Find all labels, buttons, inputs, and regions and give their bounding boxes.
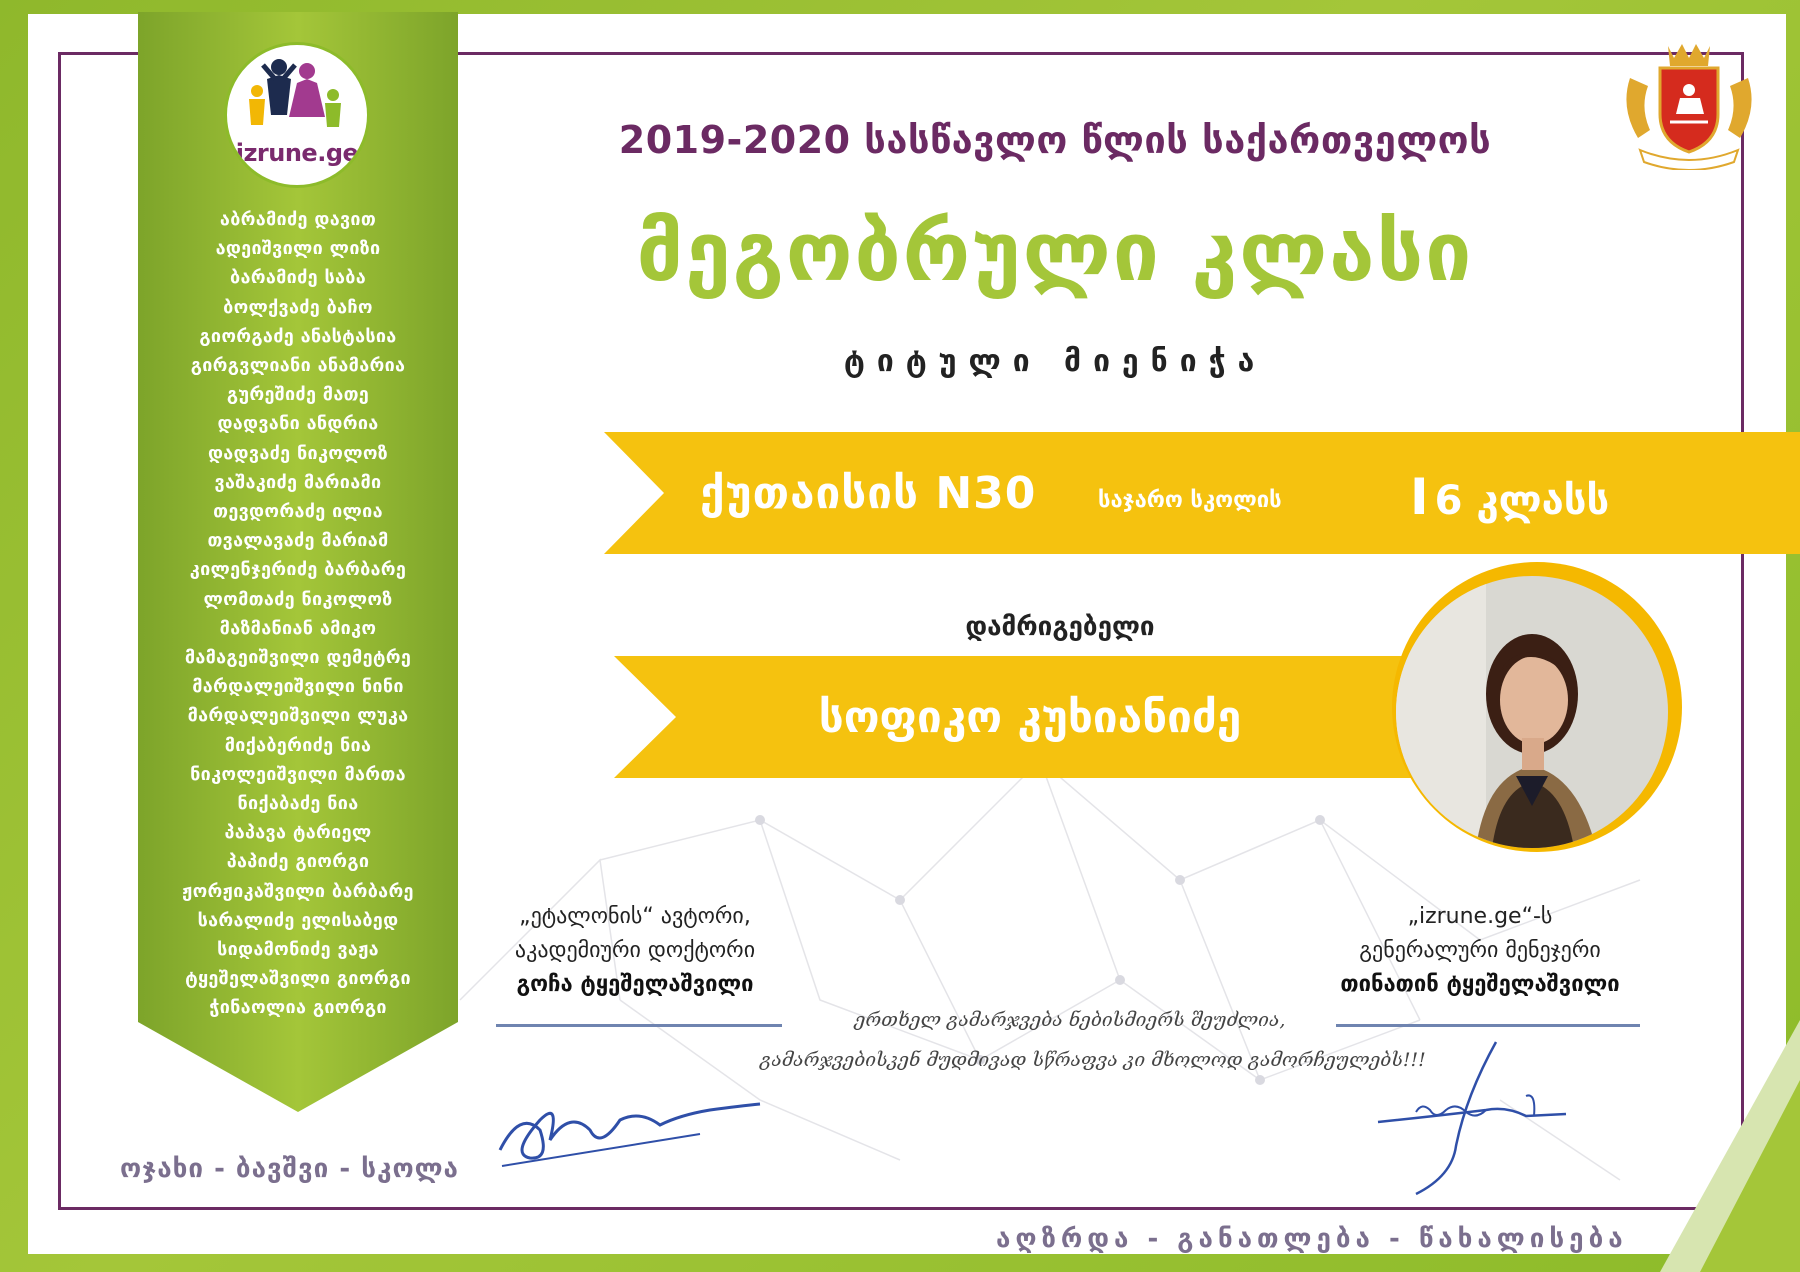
- student-name: ნიკოლეიშვილი მართა: [190, 763, 406, 785]
- student-name: პაპავა ტარიელ: [224, 822, 372, 844]
- student-name: აბრამიძე დავით: [219, 209, 377, 230]
- school-name: ქუთაისის N30: [700, 468, 1037, 519]
- student-name: ნიქაბაძე ნია: [237, 793, 359, 815]
- student-name: დადვაძე ნიკოლოზ: [207, 442, 389, 464]
- student-name: თვალავაძე მარიამ: [207, 530, 389, 552]
- student-name: სიდამონიძე ვაჟა: [217, 939, 379, 961]
- student-name: პაპიძე გიორგი: [226, 851, 370, 873]
- student-name: ჭინაოლია გიორგი: [209, 997, 387, 1019]
- student-name: ჟორჟიკაშვილი ბარბარე: [182, 880, 414, 902]
- signature-left: [470, 900, 800, 1002]
- quote-line1: ერთხელ გამარჯვება ნებისმიერს შეუძლია,: [854, 1009, 1286, 1031]
- signature-right: [1310, 900, 1650, 1002]
- student-name: თევდორაძე ილია: [213, 501, 383, 523]
- school-type: საჯარო სკოლის: [1098, 488, 1282, 513]
- student-name: გიორგაძე ანასტასია: [199, 325, 397, 347]
- student-name: ლომთაძე ნიკოლოზ: [203, 588, 393, 610]
- class-bar: I: [1410, 468, 1429, 526]
- student-name: ადეიშვილი ლიზი: [215, 238, 381, 260]
- student-name: ბარამიძე საბა: [230, 267, 366, 289]
- teacher-name: სოფიკო კუხიანიძე: [818, 692, 1242, 743]
- student-name: მამაგეიშვილი დემეტრე: [184, 647, 412, 669]
- student-name: ვაშაკიძე მარიამი: [214, 471, 382, 493]
- student-name: ტყეშელაშვილი გიორგი: [185, 968, 411, 990]
- student-name: მარდალეიშვილი ლუკა: [187, 705, 409, 727]
- teacher-photo: [1396, 576, 1668, 848]
- student-name: გირგვლიანი ანამარია: [190, 355, 406, 377]
- handwritten-signature-left: [490, 1070, 770, 1180]
- signature-right-name: თინათინ ტყეშელაშვილი: [1340, 972, 1620, 997]
- student-name: სარალიძე ელისაბედ: [197, 909, 399, 931]
- coat-of-arms-icon: [1610, 38, 1768, 170]
- family-figures-icon: [227, 45, 367, 145]
- school-row: [700, 468, 1660, 528]
- main-title: მეგობრული კლასი: [636, 205, 1474, 300]
- student-name: მიქაბერიძე ნია: [224, 734, 372, 756]
- signature-left-rule: [496, 1024, 782, 1027]
- izrune-logo: [224, 42, 370, 188]
- year-title: 2019-2020 სასწავლო წლის საქართველოს: [618, 118, 1492, 162]
- student-name: ბოლქვაძე ბაჩო: [223, 296, 373, 318]
- student-name: მაზმანიან ამიკო: [219, 617, 377, 639]
- signature-left-name: გოჩა ტყეშელაშვილი: [516, 972, 754, 997]
- signature-left-line1: „ეტალონის“ ავტორი,: [519, 904, 751, 929]
- signature-right-rule: [1336, 1024, 1640, 1027]
- class-text: 6 კლასს: [1434, 478, 1610, 524]
- student-name: დადვანი ანდრია: [217, 413, 379, 435]
- bottom-motto: აღზრდა - განათლება - წახალისება: [996, 1224, 1628, 1254]
- quote: [760, 1000, 1426, 1080]
- awarded-text: ტიტული მიენიჭა: [843, 344, 1267, 379]
- signature-right-line2: გენერალური მენეჯერი: [1359, 938, 1601, 963]
- homeroom-label: დამრიგებელი: [965, 612, 1155, 642]
- quote-line2: გამარჯვებისკენ მუდმივად სწრაფვა კი მხოლოდ გამორჩეულებს!!!: [760, 1049, 1426, 1071]
- signature-left-line2: აკადემიური დოქტორი: [514, 938, 756, 963]
- student-list: [150, 205, 446, 1023]
- family-motto: ოჯახი - ბავშვი - სკოლა: [120, 1154, 459, 1184]
- logo-text: izrune.ge: [235, 139, 359, 167]
- student-name: მარდალეიშვილი ნინი: [192, 676, 404, 698]
- signature-right-line1: „izrune.ge“-ს: [1407, 904, 1553, 929]
- handwritten-signature-right: [1376, 1036, 1586, 1196]
- corner-decoration: [1660, 1020, 1800, 1272]
- student-name: გურეშიძე მათე: [226, 384, 370, 406]
- class-label: [1410, 468, 1609, 526]
- student-name: კილენჯერიძე ბარბარე: [189, 559, 407, 581]
